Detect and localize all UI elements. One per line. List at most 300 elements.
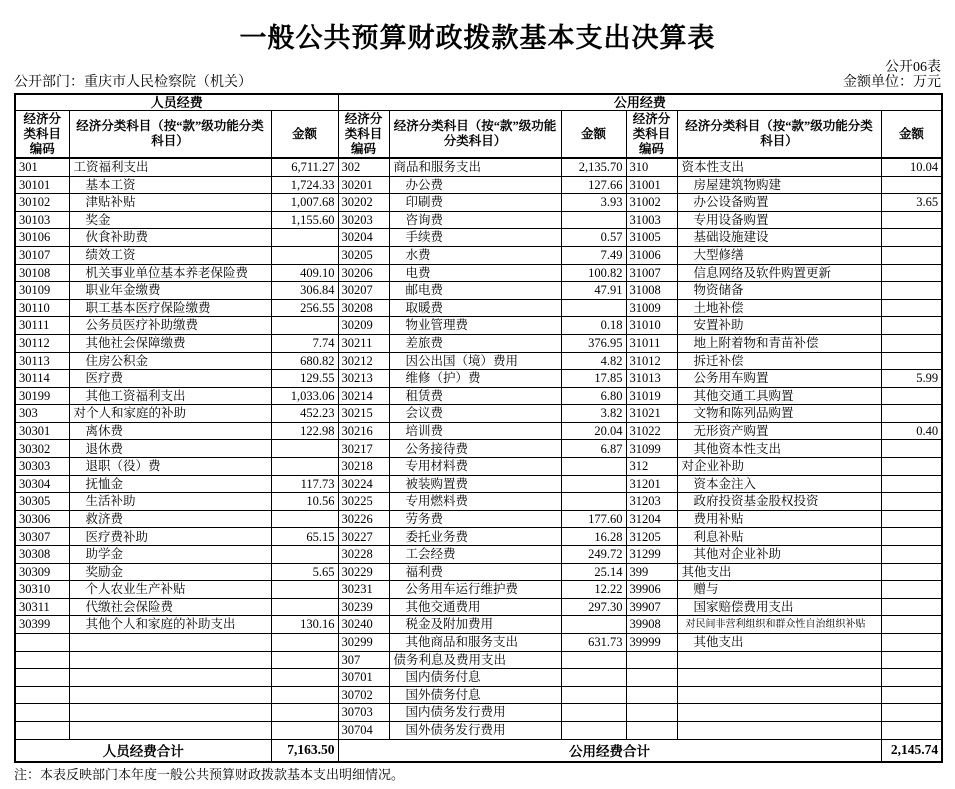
- subject-cell: 办公费: [389, 176, 561, 194]
- code-cell: 31010: [626, 317, 677, 335]
- subject-cell: 国家赔偿费用支出: [677, 598, 881, 616]
- subject-cell: 取暖费: [389, 299, 561, 317]
- code-cell: 30217: [338, 440, 389, 458]
- amount-cell: 2,135.70: [561, 158, 626, 176]
- subject-cell: 职业年金缴费: [69, 282, 271, 300]
- code-cell: 30109: [15, 282, 69, 300]
- code-cell: 30101: [15, 176, 69, 194]
- code-cell: 30214: [338, 387, 389, 405]
- subject-cell: [69, 634, 271, 652]
- table-row: [15, 422, 942, 440]
- code-cell: [626, 686, 677, 704]
- amount-cell: 0.40: [881, 422, 942, 440]
- code-cell: 30299: [338, 634, 389, 652]
- amount-cell: 5.65: [271, 563, 338, 581]
- code-cell: 30301: [15, 422, 69, 440]
- subject-cell: 安置补助: [677, 317, 881, 335]
- code-cell: 30212: [338, 352, 389, 370]
- amount-cell: 1,155.60: [271, 211, 338, 229]
- amount-cell: 1,007.68: [271, 194, 338, 212]
- code-cell: 30108: [15, 264, 69, 282]
- subject-cell: 手续费: [389, 229, 561, 247]
- subject-cell: 专用设备购置: [677, 211, 881, 229]
- code-cell: 30204: [338, 229, 389, 247]
- code-cell: 312: [626, 458, 677, 476]
- subject-cell: 咨询费: [389, 211, 561, 229]
- code-cell: 31009: [626, 299, 677, 317]
- code-cell: 31005: [626, 229, 677, 247]
- code-cell: 310: [626, 158, 677, 176]
- subject-cell: 专用燃料费: [389, 493, 561, 511]
- code-cell: [15, 686, 69, 704]
- code-cell: 31002: [626, 194, 677, 212]
- amount-cell: 129.55: [271, 370, 338, 388]
- subject-cell: 伙食补助费: [69, 229, 271, 247]
- table-row: [15, 246, 942, 264]
- amount-cell: 10.56: [271, 493, 338, 511]
- subject-cell: 退职（役）费: [69, 458, 271, 476]
- table-row: [15, 334, 942, 352]
- subject-cell: [69, 704, 271, 722]
- amount-cell: 1,724.33: [271, 176, 338, 194]
- code-cell: 30240: [338, 616, 389, 634]
- subject-cell: 文物和陈列品购置: [677, 405, 881, 423]
- amount-cell: [561, 475, 626, 493]
- column-header-row: [15, 110, 942, 158]
- table-row: [15, 669, 942, 687]
- amount-cell: 4.82: [561, 352, 626, 370]
- subject-cell: 工会经费: [389, 546, 561, 564]
- amount-cell: 376.95: [561, 334, 626, 352]
- code-cell: 30199: [15, 387, 69, 405]
- table-row: [15, 229, 942, 247]
- amount-cell: [881, 686, 942, 704]
- subject-cell: 其他交通费用: [389, 598, 561, 616]
- col-header-code-3: 经济分类科目编码: [626, 110, 677, 158]
- amount-cell: 130.16: [271, 616, 338, 634]
- amount-cell: 409.10: [271, 264, 338, 282]
- table-row: [15, 493, 942, 511]
- amount-cell: 256.55: [271, 299, 338, 317]
- subject-cell: 拆迁补偿: [677, 352, 881, 370]
- amount-cell: 7.49: [561, 246, 626, 264]
- subject-cell: 对个人和家庭的补助: [69, 405, 271, 423]
- code-cell: 30702: [338, 686, 389, 704]
- code-cell: 30216: [338, 422, 389, 440]
- table-row: [15, 634, 942, 652]
- subject-cell: 费用补贴: [677, 510, 881, 528]
- code-cell: 31008: [626, 282, 677, 300]
- subject-cell: [677, 669, 881, 687]
- subject-cell: 政府投资基金股权投资: [677, 493, 881, 511]
- amount-cell: [881, 458, 942, 476]
- amount-cell: 0.18: [561, 317, 626, 335]
- amount-cell: [881, 264, 942, 282]
- subject-cell: 专用材料费: [389, 458, 561, 476]
- code-cell: 30209: [338, 317, 389, 335]
- amount-cell: [881, 616, 942, 634]
- amount-cell: [271, 598, 338, 616]
- subject-cell: 助学金: [69, 546, 271, 564]
- amount-cell: 117.73: [271, 475, 338, 493]
- subject-cell: 基础设施建设: [677, 229, 881, 247]
- code-cell: 30304: [15, 475, 69, 493]
- col-header-amount-2: 金额: [561, 110, 626, 158]
- amount-cell: 297.30: [561, 598, 626, 616]
- subject-cell: [69, 686, 271, 704]
- code-cell: 30309: [15, 563, 69, 581]
- table-row: [15, 299, 942, 317]
- amount-cell: [881, 334, 942, 352]
- amount-cell: [271, 229, 338, 247]
- col-header-subject-2: 经济分类科目（按“款”级功能分类科目）: [389, 110, 561, 158]
- code-cell: 30206: [338, 264, 389, 282]
- budget-table: [14, 93, 943, 763]
- table-row: [15, 405, 942, 423]
- table-row: [15, 528, 942, 546]
- code-cell: 31007: [626, 264, 677, 282]
- table-row: [15, 581, 942, 599]
- subject-cell: 大型修缮: [677, 246, 881, 264]
- amount-cell: [561, 458, 626, 476]
- subject-cell: 其他交通工具购置: [677, 387, 881, 405]
- subject-cell: 水费: [389, 246, 561, 264]
- code-cell: 30303: [15, 458, 69, 476]
- code-cell: 307: [338, 651, 389, 669]
- table-number: 公开06表: [885, 60, 941, 75]
- amount-cell: [561, 651, 626, 669]
- amount-cell: 680.82: [271, 352, 338, 370]
- subject-cell: 税金及附加费用: [389, 616, 561, 634]
- table-row: [15, 651, 942, 669]
- subject-cell: 抚恤金: [69, 475, 271, 493]
- amount-cell: [271, 686, 338, 704]
- subject-cell: 培训费: [389, 422, 561, 440]
- amount-cell: [271, 669, 338, 687]
- code-cell: [626, 721, 677, 739]
- code-cell: 31006: [626, 246, 677, 264]
- subject-cell: 离休费: [69, 422, 271, 440]
- code-cell: 30399: [15, 616, 69, 634]
- subject-cell: 国外债务付息: [389, 686, 561, 704]
- code-cell: 30102: [15, 194, 69, 212]
- amount-cell: 452.23: [271, 405, 338, 423]
- subject-cell: 津贴补贴: [69, 194, 271, 212]
- code-cell: 30203: [338, 211, 389, 229]
- amount-cell: [881, 634, 942, 652]
- code-cell: 30107: [15, 246, 69, 264]
- code-cell: 30224: [338, 475, 389, 493]
- footnote: 注：本表反映部门本年度一般公共预算财政拨款基本支出明细情况。: [14, 767, 405, 783]
- info-line: [14, 75, 941, 91]
- amount-cell: [881, 546, 942, 564]
- subject-cell: 商品和服务支出: [389, 158, 561, 176]
- code-cell: 31099: [626, 440, 677, 458]
- code-cell: 31019: [626, 387, 677, 405]
- content-area: [14, 60, 941, 783]
- table-row: [15, 704, 942, 722]
- subject-cell: 其他个人和家庭的补助支出: [69, 616, 271, 634]
- personnel-total-amount: 7,163.50: [271, 739, 338, 762]
- code-cell: 399: [626, 563, 677, 581]
- code-cell: 30201: [338, 176, 389, 194]
- subject-cell: [677, 704, 881, 722]
- amount-cell: [881, 598, 942, 616]
- subject-cell: 其他社会保障缴费: [69, 334, 271, 352]
- personnel-total-label: 人员经费合计: [15, 739, 271, 762]
- amount-cell: [881, 704, 942, 722]
- amount-cell: 3.65: [881, 194, 942, 212]
- code-cell: 31013: [626, 370, 677, 388]
- subject-cell: 租赁费: [389, 387, 561, 405]
- amount-cell: [881, 282, 942, 300]
- amount-cell: [881, 721, 942, 739]
- subject-cell: 邮电费: [389, 282, 561, 300]
- table-row: [15, 475, 942, 493]
- code-cell: 30307: [15, 528, 69, 546]
- col-header-subject-3: 经济分类科目（按“款”级功能分类科目）: [677, 110, 881, 158]
- subject-cell: 国外债务发行费用: [389, 721, 561, 739]
- subject-cell: 利息补贴: [677, 528, 881, 546]
- code-cell: 30113: [15, 352, 69, 370]
- amount-cell: [271, 458, 338, 476]
- subject-cell: 无形资产购置: [677, 422, 881, 440]
- subject-cell: 对民间非营利组织和群众性自治组织补贴: [677, 616, 881, 634]
- subject-cell: [69, 721, 271, 739]
- subject-cell: 救济费: [69, 510, 271, 528]
- subject-cell: 电费: [389, 264, 561, 282]
- amount-cell: [271, 581, 338, 599]
- table-row: [15, 721, 942, 739]
- code-cell: 31205: [626, 528, 677, 546]
- subject-cell: 退休费: [69, 440, 271, 458]
- code-cell: 30225: [338, 493, 389, 511]
- subject-cell: 其他商品和服务支出: [389, 634, 561, 652]
- subject-cell: 国内债务付息: [389, 669, 561, 687]
- amount-cell: 177.60: [561, 510, 626, 528]
- subject-cell: 物资储备: [677, 282, 881, 300]
- amount-cell: [881, 176, 942, 194]
- subject-cell: 其他对企业补助: [677, 546, 881, 564]
- subject-cell: 工资福利支出: [69, 158, 271, 176]
- code-cell: 30228: [338, 546, 389, 564]
- code-cell: 30229: [338, 563, 389, 581]
- amount-cell: 6.87: [561, 440, 626, 458]
- code-cell: 30215: [338, 405, 389, 423]
- table-row: [15, 264, 942, 282]
- table-row: [15, 317, 942, 335]
- amount-cell: [271, 510, 338, 528]
- amount-cell: [271, 704, 338, 722]
- amount-cell: [881, 528, 942, 546]
- code-cell: 303: [15, 405, 69, 423]
- amount-cell: 100.82: [561, 264, 626, 282]
- amount-cell: [881, 229, 942, 247]
- table-row: [15, 686, 942, 704]
- amount-cell: [271, 721, 338, 739]
- code-cell: 30701: [338, 669, 389, 687]
- subject-cell: 房屋建筑物购建: [677, 176, 881, 194]
- code-cell: [626, 651, 677, 669]
- public-group-header: 公用经费: [338, 94, 942, 110]
- subject-cell: 因公出国（境）费用: [389, 352, 561, 370]
- code-cell: [626, 669, 677, 687]
- code-cell: 30205: [338, 246, 389, 264]
- subject-cell: 医疗费: [69, 370, 271, 388]
- code-cell: 30239: [338, 598, 389, 616]
- amount-cell: 16.28: [561, 528, 626, 546]
- subject-cell: 福利费: [389, 563, 561, 581]
- amount-cell: 47.91: [561, 282, 626, 300]
- code-cell: [15, 704, 69, 722]
- amount-cell: [881, 669, 942, 687]
- subject-cell: 国内债务发行费用: [389, 704, 561, 722]
- amount-cell: [881, 440, 942, 458]
- table-body: [15, 158, 942, 739]
- amount-cell: 306.84: [271, 282, 338, 300]
- code-cell: 30110: [15, 299, 69, 317]
- subject-cell: 医疗费补助: [69, 528, 271, 546]
- table-row: [15, 370, 942, 388]
- subject-cell: 差旅费: [389, 334, 561, 352]
- table-row: [15, 546, 942, 564]
- amount-cell: [561, 669, 626, 687]
- amount-cell: [271, 651, 338, 669]
- subject-cell: 印刷费: [389, 194, 561, 212]
- subject-cell: 公务接待费: [389, 440, 561, 458]
- amount-cell: [561, 704, 626, 722]
- table-row: [15, 440, 942, 458]
- personnel-group-header: 人员经费: [15, 94, 338, 110]
- table-row: [15, 598, 942, 616]
- subject-cell: 资本金注入: [677, 475, 881, 493]
- code-cell: [15, 721, 69, 739]
- code-cell: 31011: [626, 334, 677, 352]
- code-cell: [15, 669, 69, 687]
- table-row: [15, 176, 942, 194]
- code-cell: 31001: [626, 176, 677, 194]
- subject-cell: [677, 651, 881, 669]
- public-total-amount: 2,145.74: [881, 739, 942, 762]
- code-cell: 31022: [626, 422, 677, 440]
- subject-cell: 代缴社会保险费: [69, 598, 271, 616]
- subject-cell: 公务用车运行维护费: [389, 581, 561, 599]
- table-row: [15, 563, 942, 581]
- amount-cell: 10.04: [881, 158, 942, 176]
- amount-cell: [561, 299, 626, 317]
- amount-cell: 20.04: [561, 422, 626, 440]
- subject-cell: 对企业补助: [677, 458, 881, 476]
- subject-cell: 地上附着物和青苗补偿: [677, 334, 881, 352]
- col-header-subject-1: 经济分类科目（按“款”级功能分类科目）: [69, 110, 271, 158]
- code-cell: 39907: [626, 598, 677, 616]
- code-cell: 39999: [626, 634, 677, 652]
- department-label: 公开部门：重庆市人民检察院（机关）: [14, 75, 252, 91]
- subject-cell: 会议费: [389, 405, 561, 423]
- amount-cell: 249.72: [561, 546, 626, 564]
- subject-cell: [69, 651, 271, 669]
- code-cell: 30231: [338, 581, 389, 599]
- subject-cell: 奖励金: [69, 563, 271, 581]
- amount-cell: [881, 246, 942, 264]
- subject-cell: 基本工资: [69, 176, 271, 194]
- subject-cell: 其他资本性支出: [677, 440, 881, 458]
- code-cell: 30311: [15, 598, 69, 616]
- amount-cell: [881, 317, 942, 335]
- amount-cell: [881, 581, 942, 599]
- amount-cell: [881, 563, 942, 581]
- amount-cell: [561, 493, 626, 511]
- code-cell: [15, 634, 69, 652]
- code-cell: 31003: [626, 211, 677, 229]
- subject-cell: 生活补助: [69, 493, 271, 511]
- code-cell: 31021: [626, 405, 677, 423]
- amount-cell: 631.73: [561, 634, 626, 652]
- subject-cell: [69, 669, 271, 687]
- amount-cell: [881, 352, 942, 370]
- amount-cell: [561, 616, 626, 634]
- code-cell: 30226: [338, 510, 389, 528]
- code-cell: 30112: [15, 334, 69, 352]
- code-cell: 302: [338, 158, 389, 176]
- amount-cell: [561, 686, 626, 704]
- amount-cell: 122.98: [271, 422, 338, 440]
- code-cell: 30302: [15, 440, 69, 458]
- amount-cell: [271, 634, 338, 652]
- subject-cell: 赠与: [677, 581, 881, 599]
- subject-cell: [677, 686, 881, 704]
- subject-cell: 物业管理费: [389, 317, 561, 335]
- subject-cell: 资本性支出: [677, 158, 881, 176]
- code-cell: 30213: [338, 370, 389, 388]
- subject-cell: 其他支出: [677, 634, 881, 652]
- table-row: [15, 458, 942, 476]
- col-header-code-2: 经济分类科目编码: [338, 110, 389, 158]
- code-cell: 30227: [338, 528, 389, 546]
- code-cell: 39906: [626, 581, 677, 599]
- table-row: [15, 282, 942, 300]
- amount-cell: 65.15: [271, 528, 338, 546]
- amount-cell: [881, 299, 942, 317]
- totals-row: [15, 739, 942, 762]
- amount-cell: [881, 387, 942, 405]
- amount-cell: [881, 651, 942, 669]
- table-row: [15, 211, 942, 229]
- group-header-row: [15, 94, 942, 110]
- subject-cell: 其他支出: [677, 563, 881, 581]
- code-cell: 30211: [338, 334, 389, 352]
- subject-cell: 绩效工资: [69, 246, 271, 264]
- subject-cell: 债务利息及费用支出: [389, 651, 561, 669]
- amount-cell: [271, 317, 338, 335]
- table-row: [15, 158, 942, 176]
- code-cell: 31203: [626, 493, 677, 511]
- subject-cell: 土地补偿: [677, 299, 881, 317]
- code-cell: 30306: [15, 510, 69, 528]
- amount-cell: 6.80: [561, 387, 626, 405]
- amount-cell: 17.85: [561, 370, 626, 388]
- subject-cell: 个人农业生产补贴: [69, 581, 271, 599]
- code-cell: [626, 704, 677, 722]
- amount-cell: [271, 440, 338, 458]
- amount-cell: 3.82: [561, 405, 626, 423]
- amount-cell: [881, 475, 942, 493]
- subject-cell: [677, 721, 881, 739]
- subject-cell: 信息网络及软件购置更新: [677, 264, 881, 282]
- code-cell: 301: [15, 158, 69, 176]
- subject-cell: 公务员医疗补助缴费: [69, 317, 271, 335]
- table-row: [15, 616, 942, 634]
